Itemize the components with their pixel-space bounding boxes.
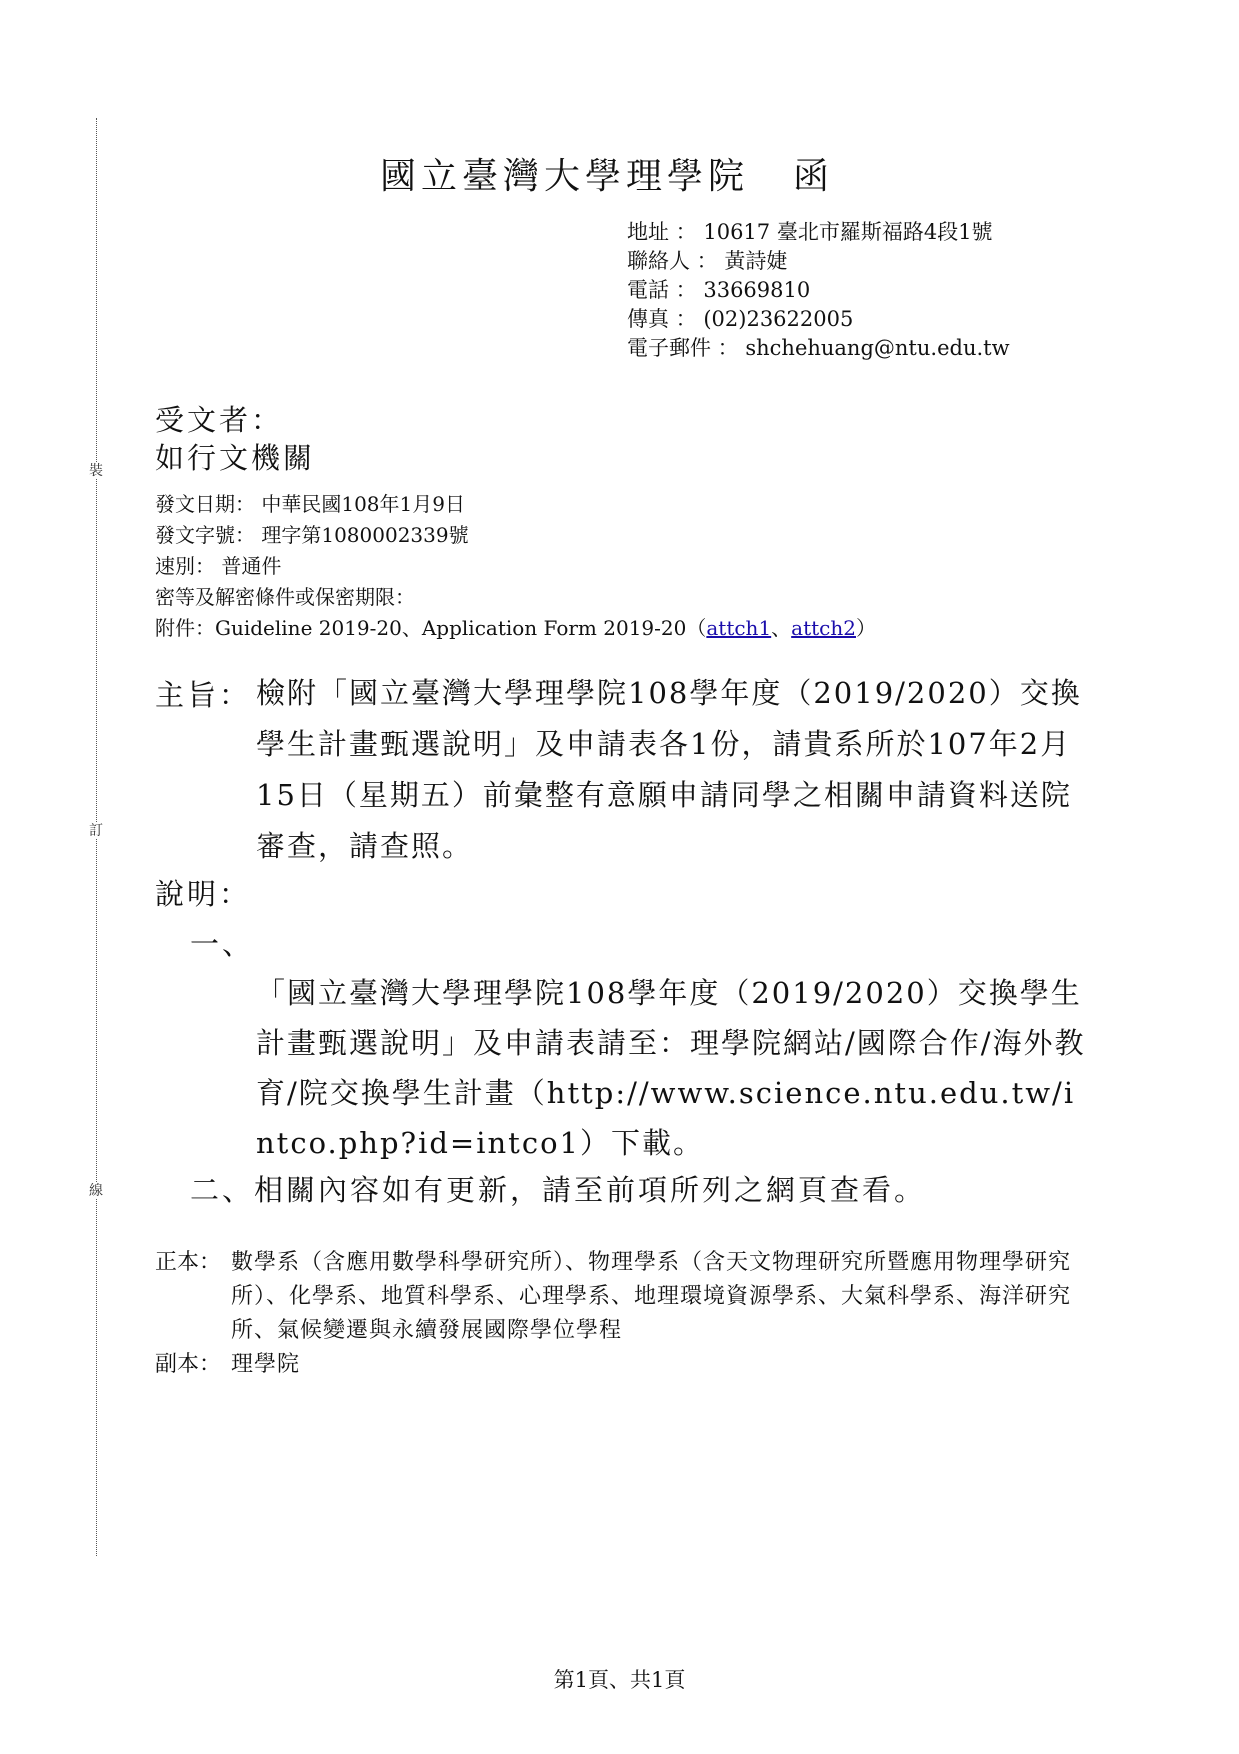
security-level: 密等及解密條件或保密期限： (155, 585, 415, 609)
distribution-copy-value: 理學院 (231, 1352, 301, 1377)
attachment-separator: 、 (771, 616, 792, 640)
recipient-label: 受文者： (155, 403, 284, 437)
distribution-main-value: 數學系（含應用數學科學研究所）、物理學系（含天文物理研究所暨應用物理學研究所）、化學系、地質科學系、心理學系、地理環境資源學系、大氣科學系、海洋研究所、氣候變遷與永續發展國際學位學程 (231, 1250, 1072, 1343)
issuer-name: 國立臺灣大學理學院 (380, 156, 750, 197)
distribution-copy-label: 副本： (155, 1352, 222, 1377)
distribution-main (155, 1246, 1085, 1348)
description-item-2: 二、相關內容如有更新，請至前項所列之網頁查看。 (190, 1173, 927, 1207)
attachment-link-1[interactable]: attch1 (706, 616, 772, 640)
binding-mark-xian: 線 (89, 1183, 103, 1199)
attachment-link-2[interactable]: attch2 (791, 616, 856, 640)
attachment-prefix: 附件：Guideline 2019-20、Application Form 2019-20（ (155, 616, 707, 640)
contact-block (627, 218, 1010, 363)
distribution-copy (155, 1348, 1085, 1382)
contact-phone: 電話 ： 33669810 (627, 278, 811, 302)
document-number: 發文字號： 理字第1080002339號 (155, 523, 469, 547)
document-type: 函 (793, 156, 835, 197)
subject-label: 主旨： (155, 678, 252, 712)
attachment-suffix: ） (855, 616, 876, 640)
recipient-value: 如行文機關 (155, 441, 316, 475)
document-meta (155, 489, 876, 644)
contact-address: 地址 ： 10617 臺北市羅斯福路4段1號 (627, 220, 993, 244)
binding-mark-ding: 訂 (89, 823, 103, 839)
distribution-block (155, 1246, 1085, 1382)
contact-person: 聯絡人 ： 黃詩婕 (627, 249, 788, 273)
document-title (380, 148, 834, 199)
attachments (155, 613, 876, 644)
issue-date: 發文日期： 中華民國108年1月9日 (155, 492, 465, 516)
contact-email: 電子郵件 ： shchehuang@ntu.edu.tw (627, 336, 1010, 360)
delivery-speed: 速別： 普通件 (155, 554, 282, 578)
binding-mark-zhuang: 裝 (89, 463, 103, 479)
description-label: 說明： (155, 877, 252, 911)
contact-fax: 傳真 ： (02)23622005 (627, 307, 854, 331)
page-number: 第1頁、共1頁 (553, 1668, 686, 1692)
subject-text: 檢附「國立臺灣大學理學院108學年度（2019/2020）交換學生計畫甄選說明」及申請表各1份，請貴系所於107年2月15日（星期五）前彙整有意願申請同學之相關申請資料送院審查，請查照。 (256, 676, 1082, 863)
distribution-main-label: 正本： (155, 1250, 222, 1275)
description-item-1-text: 「國立臺灣大學理學院108學年度（2019/2020）交換學生計畫甄選說明」及申請表請至：理學院網站/國際合作/海外教育/院交換學生計畫（http://www.science.ntu.edu.tw/intco.php?id=intco1）下載。 (256, 976, 1086, 1160)
description-item-1-number: 一、 (190, 927, 255, 961)
